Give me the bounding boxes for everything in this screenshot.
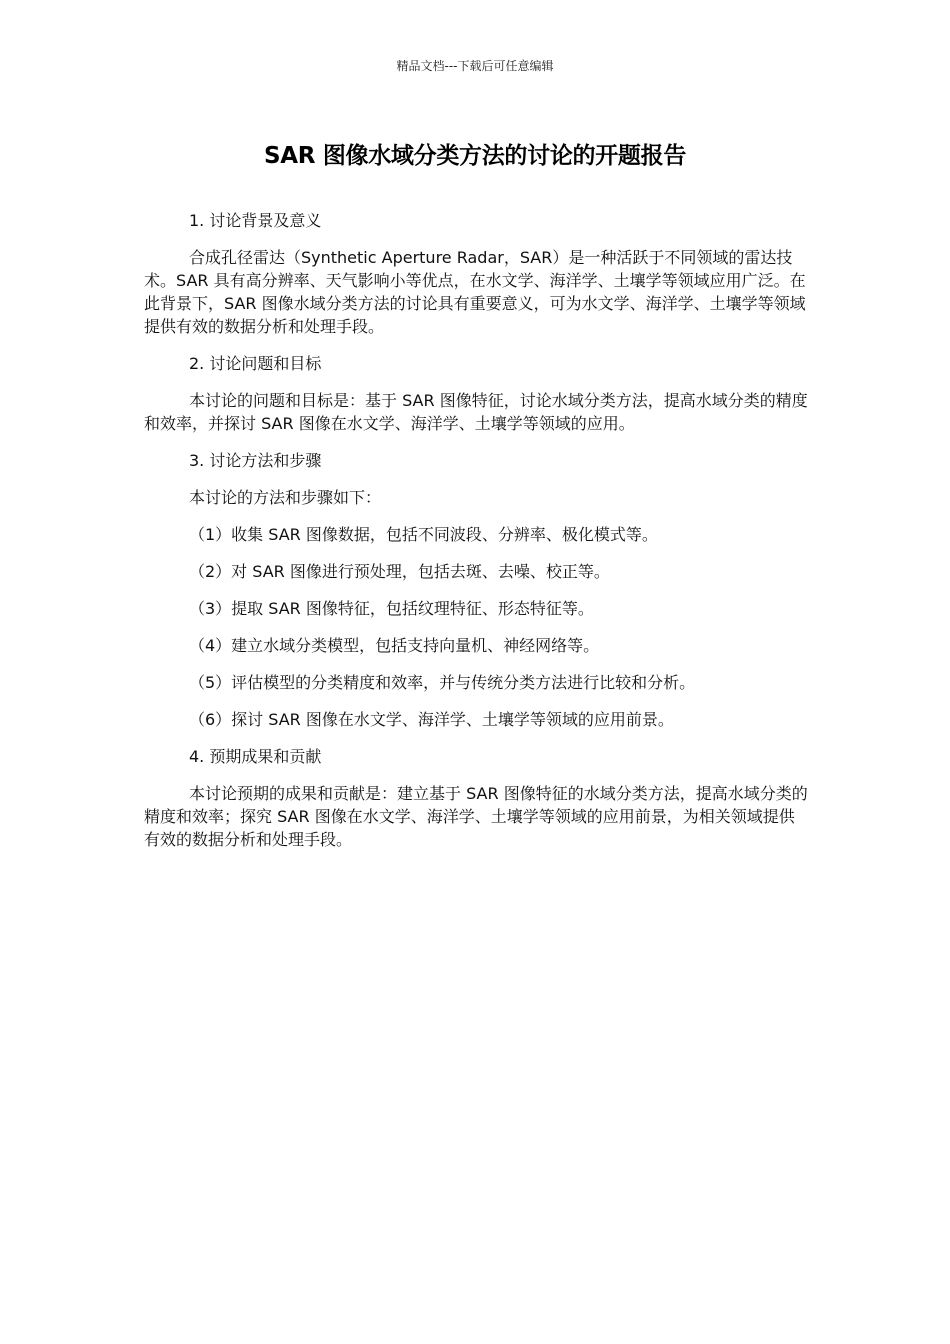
step-1: （1）收集 SAR 图像数据，包括不同波段、分辨率、极化模式等。	[189, 525, 658, 544]
header-note: 精品文档---下载后可任意编辑	[396, 59, 554, 73]
step-5: （5）评估模型的分类精度和效率，并与传统分类方法进行比较和分析。	[189, 673, 696, 692]
section-1-heading: 1. 讨论背景及意义	[189, 211, 322, 230]
document-body	[144, 209, 808, 865]
step-3: （3）提取 SAR 图像特征，包括纹理特征、形态特征等。	[189, 599, 594, 618]
section-1-paragraph: 合成孔径雷达（Synthetic Aperture Radar，SAR）是一种活跃于不同领域的雷达技术。SAR 具有高分辨率、天气影响小等优点，在水文学、海洋学、土壤学等领域应用广泛。在此背景下，SAR 图像水域分类方法的讨论具有重要意义，可为水文学、海洋学、土壤学等领域提供有效的数据分析和处理手段。	[144, 248, 806, 336]
step-2: （2）对 SAR 图像进行预处理，包括去斑、去噪、校正等。	[189, 562, 610, 581]
section-3-heading: 3. 讨论方法和步骤	[189, 451, 322, 470]
section-2-heading: 2. 讨论问题和目标	[189, 354, 322, 373]
step-6: （6）探讨 SAR 图像在水文学、海洋学、土壤学等领域的应用前景。	[189, 710, 674, 729]
document-title: SAR 图像水域分类方法的讨论的开题报告	[263, 143, 687, 169]
section-4-paragraph: 本讨论预期的成果和贡献是：建立基于 SAR 图像特征的水域分类方法，提高水域分类的精度和效率；探究 SAR 图像在水文学、海洋学、土壤学等领域的应用前景，为相关领域提供有效的数据分析和处理手段。	[144, 784, 808, 849]
step-4: （4）建立水域分类模型，包括支持向量机、神经网络等。	[189, 636, 600, 655]
section-2-paragraph: 本讨论的问题和目标是：基于 SAR 图像特征，讨论水域分类方法，提高水域分类的精度和效率，并探讨 SAR 图像在水文学、海洋学、土壤学等领域的应用。	[144, 391, 808, 433]
section-4-heading: 4. 预期成果和贡献	[189, 747, 322, 766]
section-3-paragraph: 本讨论的方法和步骤如下：	[189, 488, 382, 507]
